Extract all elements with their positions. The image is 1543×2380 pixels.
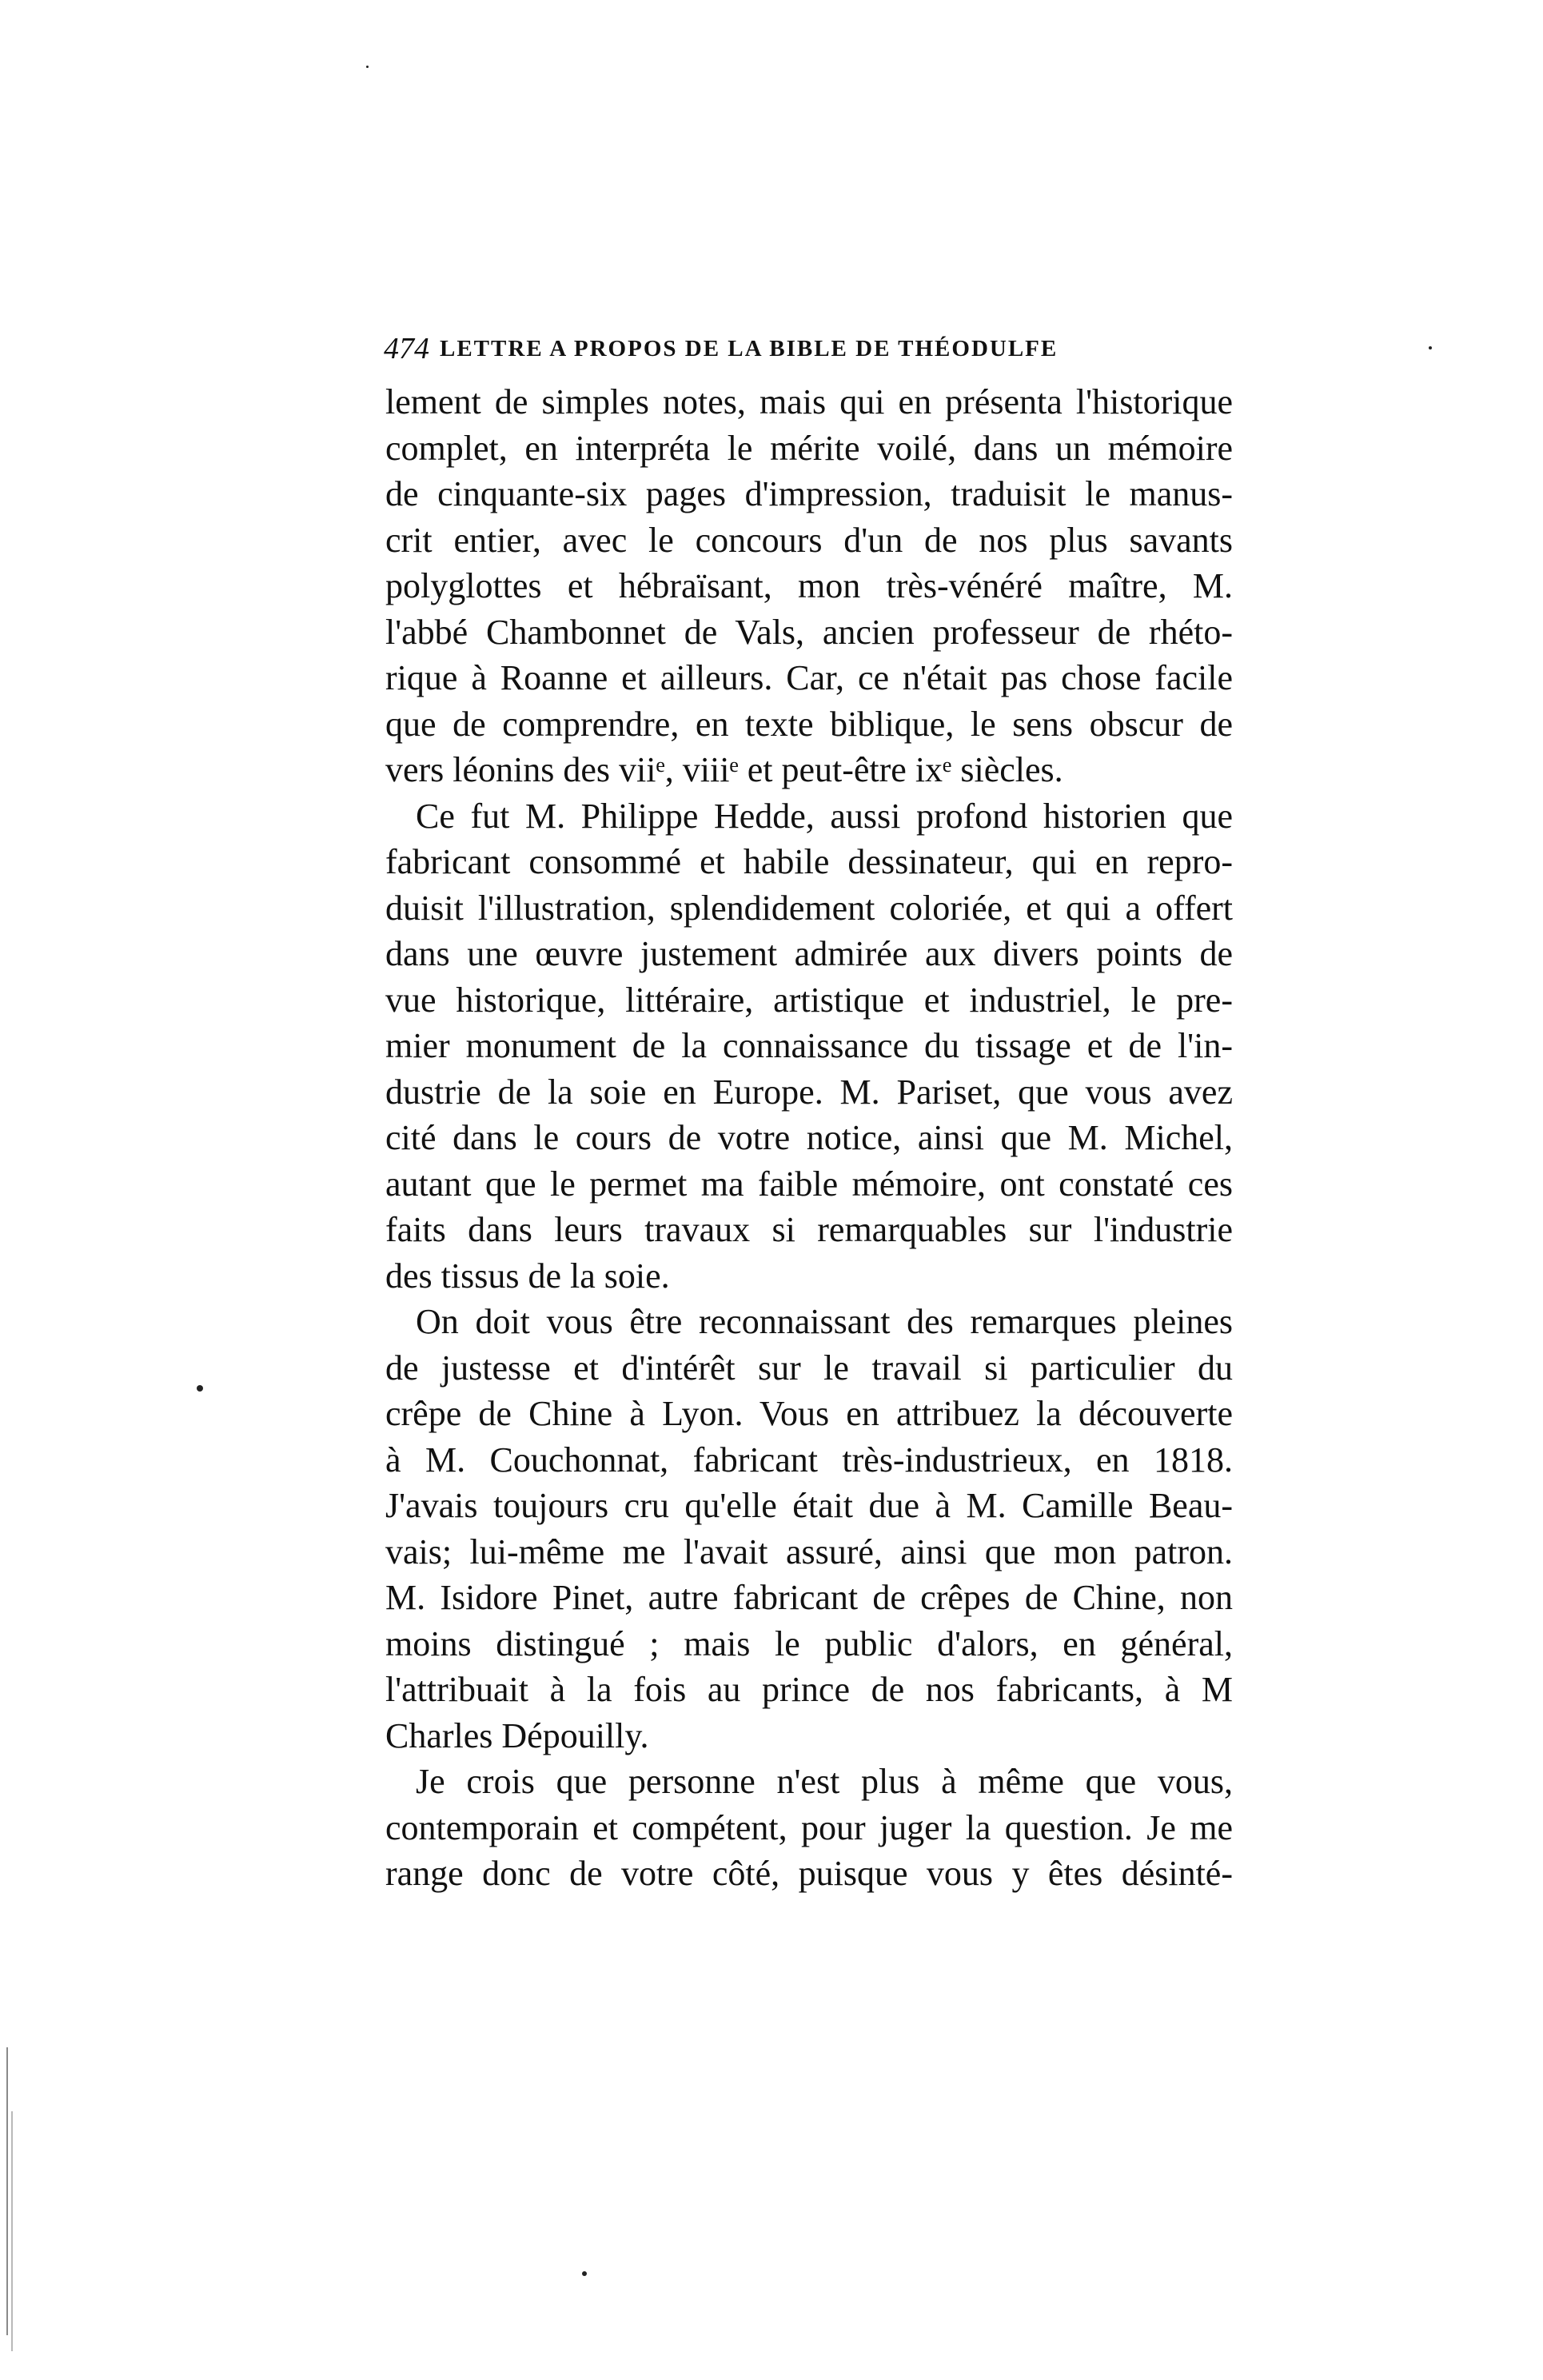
speck-mark — [366, 66, 369, 68]
text-line: M. Isidore Pinet, autre fabricant de crêpes de Chine, non — [385, 1578, 1233, 1617]
paragraph — [385, 1759, 1233, 1897]
page-header — [384, 326, 1215, 371]
margin-rule — [11, 2111, 13, 2351]
page-number: 474 — [384, 332, 429, 365]
text-line: mier monument de la connaissance du tissage et de l'in- — [385, 1026, 1233, 1065]
text-line: complet, en interpréta le mérite voilé, dans un mémoire — [385, 428, 1233, 468]
text-line: duisit l'illustration, splendidement coloriée, et qui a offert — [385, 888, 1233, 928]
text-line: Ce fut M. Philippe Hedde, aussi profond historien que — [416, 796, 1233, 836]
paragraph — [385, 1299, 1233, 1759]
paragraph — [385, 793, 1233, 1300]
running-title: LETTRE A PROPOS DE LA BIBLE DE THÉODULFE — [440, 336, 1059, 361]
text-line: cité dans le cours de votre notice, ainsi que M. Michel, — [385, 1118, 1233, 1157]
text-line: polyglottes et hébraïsant, mon très-vénéré maître, M. — [385, 566, 1233, 605]
text-line: dans une œuvre justement admirée aux divers points de — [385, 934, 1233, 973]
margin-rule — [6, 2047, 8, 2335]
speck-mark — [582, 2271, 587, 2276]
text-line: lement de simples notes, mais qui en présenta l'historique — [385, 382, 1233, 421]
body-text — [385, 379, 1233, 1897]
text-line: vue historique, littéraire, artistique et industriel, le pre- — [385, 980, 1233, 1020]
text-line: à M. Couchonnat, fabricant très-industrieux, en 1818. — [385, 1440, 1233, 1480]
text-line: J'avais toujours cru qu'elle était due à M. Camille Beau- — [385, 1486, 1233, 1525]
text-line: vais; lui-même me l'avait assuré, ainsi que mon patron. — [385, 1531, 1233, 1571]
text-line: de justesse et d'intérêt sur le travail si particulier du — [385, 1348, 1233, 1388]
text-line: crêpe de Chine à Lyon. Vous en attribuez la découverte — [385, 1394, 1233, 1433]
speck-mark — [197, 1385, 203, 1392]
text-line: On doit vous être reconnaissant des remarques pleines — [416, 1302, 1233, 1341]
text-line: crit entier, avec le concours d'un de nos plus savants — [385, 520, 1233, 560]
text-line: l'attribuait à la fois au prince de nos fabricants, à M — [385, 1670, 1233, 1709]
text-line: range donc de votre côté, puisque vous y êtes désinté- — [385, 1854, 1233, 1893]
text-line: contemporain et compétent, pour juger la question. Je me — [385, 1807, 1233, 1847]
text-line: que de comprendre, en texte biblique, le sens obscur de — [385, 704, 1233, 744]
text-line: Charles Dépouilly. — [385, 1715, 649, 1755]
text-line: Je crois que personne n'est plus à même que vous, — [416, 1762, 1233, 1801]
text-line: de cinquante-six pages d'impression, traduisit le manus- — [385, 474, 1233, 513]
paragraph — [385, 379, 1233, 793]
text-line: moins distingué ; mais le public d'alors, en général, — [385, 1623, 1233, 1663]
text-line: fabricant consommé et habile dessinateur, qui en repro- — [385, 842, 1233, 881]
text-line: rique à Roanne et ailleurs. Car, ce n'était pas chose facile — [385, 658, 1233, 697]
text-line: faits dans leurs travaux si remarquables sur l'industrie — [385, 1210, 1233, 1249]
text-line: l'abbé Chambonnet de Vals, ancien professeur de rhéto- — [385, 612, 1233, 652]
text-line: autant que le permet ma faible mémoire, ont constaté ces — [385, 1164, 1233, 1204]
speck-mark — [1429, 346, 1432, 349]
text-line: des tissus de la soie. — [385, 1256, 670, 1296]
text-line: dustrie de la soie en Europe. M. Pariset, que vous avez — [385, 1072, 1233, 1112]
text-line: vers léonins des viiᵉ, viiiᵉ et peut-être ixᵉ siècles. — [385, 750, 1063, 789]
